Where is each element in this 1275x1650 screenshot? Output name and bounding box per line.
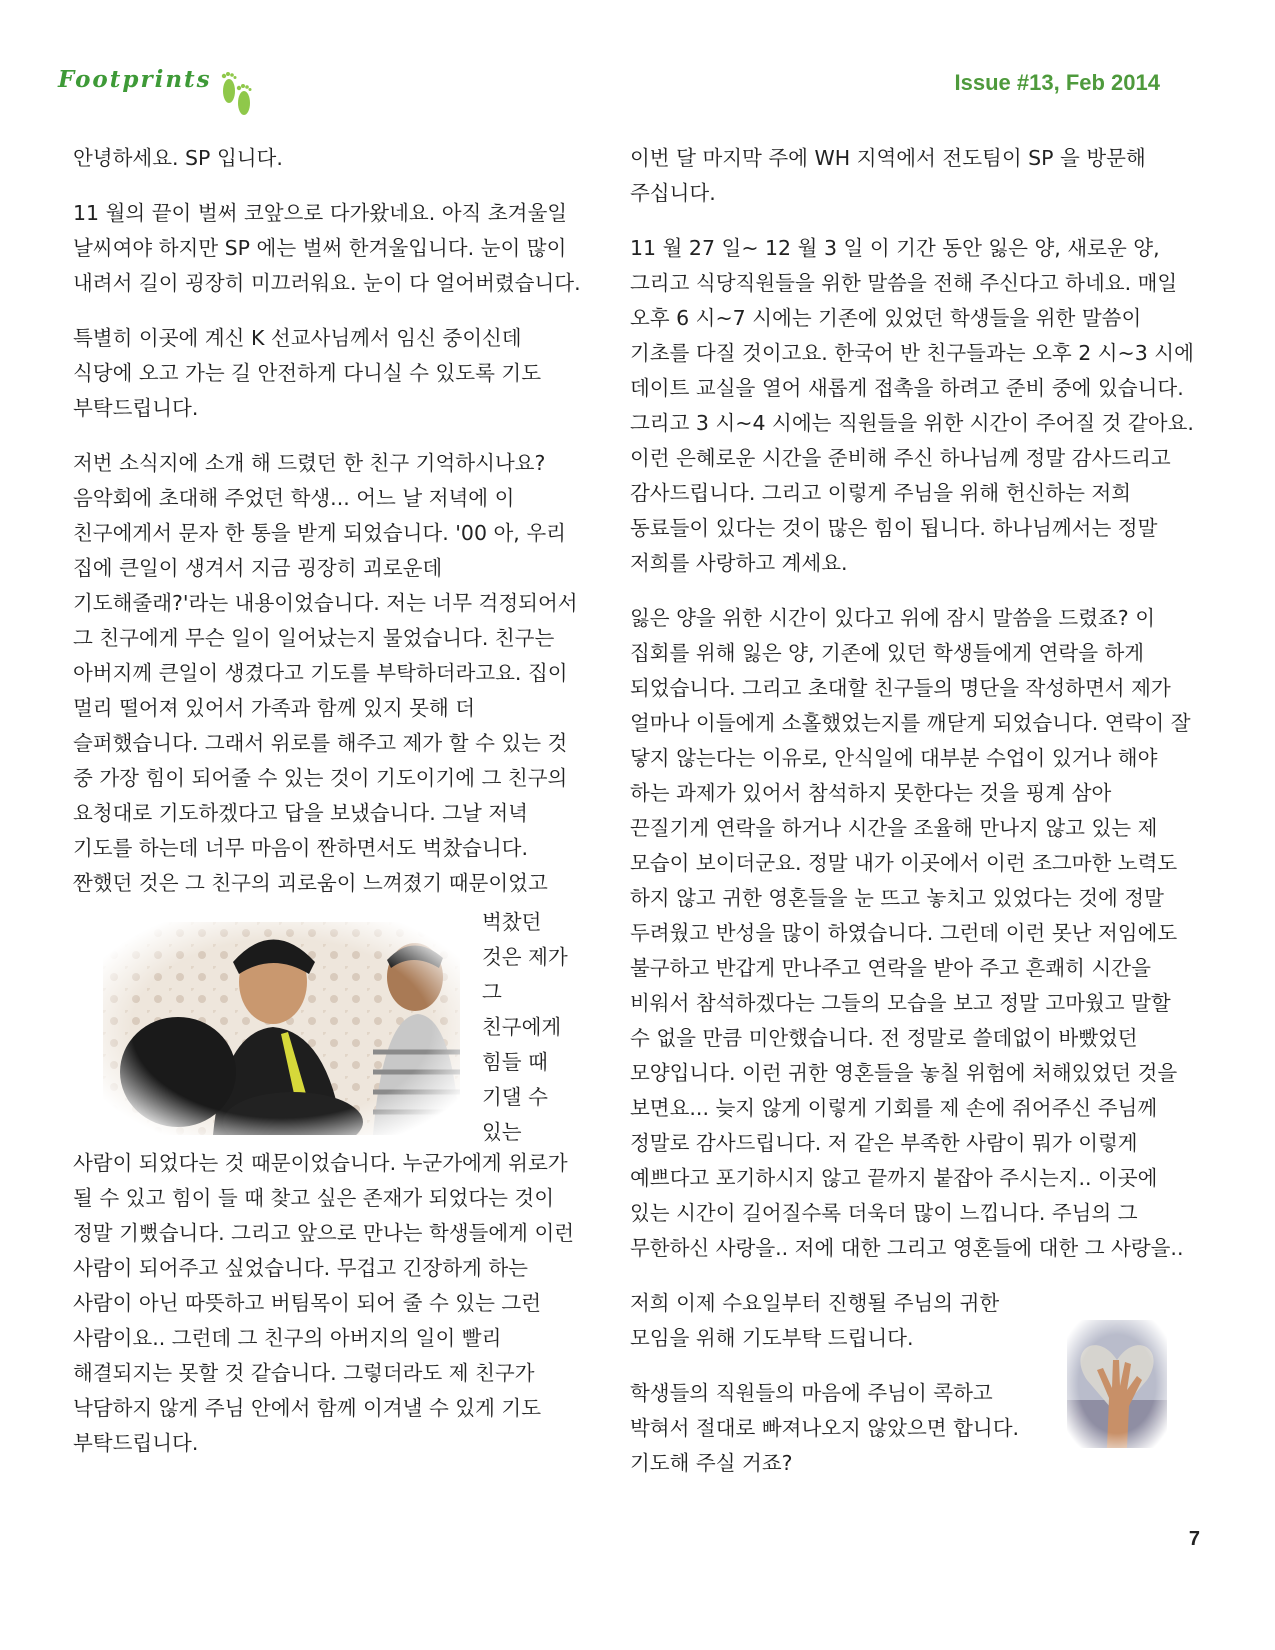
text-line: 날씨여야 하지만 SP 에는 벌써 한겨울입니다. 눈이 많이 xyxy=(73,236,567,260)
text-line: 되었습니다. 그리고 초대할 친구들의 명단을 작성하면서 제가 xyxy=(630,676,1171,700)
right-column xyxy=(630,141,1200,1501)
text-line: 불구하고 반갑게 만나주고 연락을 받아 주고 흔쾌히 시간을 xyxy=(630,956,1151,980)
text-line: 될 수 있고 힘이 들 때 찾고 싶은 존재가 되었다는 것이 xyxy=(73,1186,555,1210)
text-line: 무한하신 사랑을.. 저에 대한 그리고 영혼들에 대한 그 사랑을.. xyxy=(630,1236,1184,1260)
text-line: 감사드립니다. 그리고 이렇게 주님을 위해 헌신하는 저희 xyxy=(630,481,1132,505)
text-line: 힘들 때 xyxy=(482,1050,548,1074)
left-paragraph-3 xyxy=(73,321,583,426)
left-paragraph-4 xyxy=(73,446,583,901)
text-line: 보면요... 늦지 않게 이렇게 기회를 제 손에 쥐어주신 주님께 xyxy=(630,1096,1158,1120)
text-line: 모습이 보이더군요. 정말 내가 이곳에서 이런 조그마한 노력도 xyxy=(630,851,1178,875)
text-line: 모양입니다. 이런 귀한 영혼들을 놓칠 위험에 처해있었던 것을 xyxy=(630,1061,1178,1085)
right-paragraph-2 xyxy=(630,231,1200,581)
footprints-logo: Footprints xyxy=(58,66,212,93)
text-line: 음악회에 초대해 주었던 학생... 어느 날 저녁에 이 xyxy=(73,486,515,510)
text-line: 기도해줄래?'라는 내용이었습니다. 저는 너무 걱정되어서 xyxy=(73,591,578,615)
text-line: 정말로 감사드립니다. 저 같은 부족한 사람이 뭐가 이렇게 xyxy=(630,1131,1138,1155)
text-line: 비워서 참석하겠다는 그들의 모습을 보고 정말 고마웠고 말할 xyxy=(630,991,1171,1015)
footprints-icon xyxy=(218,58,254,120)
students-photo xyxy=(103,922,460,1135)
text-line: 하지 않고 귀한 영혼들을 눈 뜨고 놓치고 있었다는 것에 정말 xyxy=(630,886,1164,910)
text-line: 중 가장 힘이 되어줄 수 있는 것이 기도이기에 그 친구의 xyxy=(73,766,568,790)
text-line: 사람이 되었다는 것 때문이었습니다. 누군가에게 위로가 xyxy=(73,1151,568,1175)
text-line: 데이트 교실을 열어 새롭게 접촉을 하려고 준비 중에 있습니다. xyxy=(630,376,1184,400)
text-line: 사람이 되어주고 싶었습니다. 무겁고 긴장하게 하는 xyxy=(73,1256,528,1280)
text-line: 해결되지는 못할 것 같습니다. 그렇더라도 제 친구가 xyxy=(73,1361,535,1385)
text-line: 슬퍼했습니다. 그래서 위로를 해주고 제가 할 수 있는 것 xyxy=(73,731,568,755)
text-line: 이런 은혜로운 시간을 준비해 주신 하나님께 정말 감사드리고 xyxy=(630,446,1171,470)
text-line: 짠했던 것은 그 친구의 괴로움이 느껴졌기 때문이었고 xyxy=(73,871,548,895)
right-paragraph-3 xyxy=(630,601,1200,1266)
photo-wrap-text xyxy=(482,905,568,1150)
text-line: 닿지 않는다는 이유로, 안식일에 대부분 수업이 있거나 해야 xyxy=(630,746,1158,770)
text-line: 부탁드립니다. xyxy=(73,396,199,420)
text-line: 동료들이 있다는 것이 많은 힘이 됩니다. 하나님께서는 정말 xyxy=(630,516,1158,540)
issue-label: Issue #13, Feb 2014 xyxy=(954,70,1160,95)
right-paragraph-1 xyxy=(630,141,1200,211)
text-line: 11 월 27 일~ 12 월 3 일 이 기간 동안 잃은 양, 새로운 양, xyxy=(630,236,1160,260)
text-line: 벅찼던 xyxy=(482,910,542,934)
text-line: 그리고 3 시~4 시에는 직원들을 위한 시간이 주어질 것 같아요. xyxy=(630,411,1194,435)
text-line: 박혀서 절대로 빠져나오지 않았으면 합니다. xyxy=(630,1416,1020,1440)
text-line: 저희를 사랑하고 계세요. xyxy=(630,551,848,575)
text-line: 특별히 이곳에 계신 K 선교사님께서 임신 중이신데 xyxy=(73,326,522,350)
text-line: 학생들의 직원들의 마음에 주님이 콕하고 xyxy=(630,1381,993,1405)
text-line: 낙담하지 않게 주님 안에서 함께 이겨낼 수 있게 기도 xyxy=(73,1396,541,1420)
text-line: 집회를 위해 잃은 양, 기존에 있던 학생들에게 연락을 하게 xyxy=(630,641,1145,665)
text-line: 사람이 아닌 따뜻하고 버팀목이 되어 줄 수 있는 그런 xyxy=(73,1291,541,1315)
text-line: 그리고 식당직원들을 위한 말씀을 전해 주신다고 하네요. 매일 xyxy=(630,271,1178,295)
left-paragraph-1 xyxy=(73,141,583,176)
text-line: 부탁드립니다. xyxy=(73,1431,199,1455)
text-line: 기초를 다질 것이고요. 한국어 반 친구들과는 오후 2 시~3 시에 xyxy=(630,341,1194,365)
page-header xyxy=(0,0,1275,110)
text-line: 11 월의 끝이 벌써 코앞으로 다가왔네요. 아직 초겨울일 xyxy=(73,201,568,225)
text-line: 내려서 길이 굉장히 미끄러워요. 눈이 다 얼어버렸습니다. xyxy=(73,271,581,295)
text-line: 주십니다. xyxy=(630,181,716,205)
text-line: 저번 소식지에 소개 해 드렸던 한 친구 기억하시나요? xyxy=(73,451,546,475)
text-line: 이번 달 마지막 주에 WH 지역에서 전도팀이 SP 을 방문해 xyxy=(630,146,1146,170)
text-line: 기도해 주실 거죠? xyxy=(630,1451,793,1475)
text-line: 그 xyxy=(482,980,502,1004)
text-line: 모임을 위해 기도부탁 드립니다. xyxy=(630,1326,914,1350)
text-line: 안녕하세요. SP 입니다. xyxy=(73,146,283,170)
page-number: 7 xyxy=(1188,1528,1200,1550)
text-line: 식당에 오고 가는 길 안전하게 다니실 수 있도록 기도 xyxy=(73,361,541,385)
text-line: 얼마나 이들에게 소홀했었는지를 깨닫게 되었습니다. 연락이 잘 xyxy=(630,711,1191,735)
text-line: 기댈 수 xyxy=(482,1085,548,1109)
text-line: 아버지께 큰일이 생겼다고 기도를 부탁하더라고요. 집이 xyxy=(73,661,568,685)
text-line: 끈질기게 연락을 하거나 시간을 조율해 만나지 않고 있는 제 xyxy=(630,816,1158,840)
text-line: 친구에게 xyxy=(482,1015,562,1039)
text-line: 하는 과제가 있어서 참석하지 못한다는 것을 핑계 삼아 xyxy=(630,781,1112,805)
hands-heart-photo xyxy=(1067,1320,1167,1448)
left-paragraph-2 xyxy=(73,196,583,301)
text-line: 멀리 떨어져 있어서 가족과 함께 있지 못해 더 xyxy=(73,696,476,720)
text-line: 요청대로 기도하겠다고 답을 보냈습니다. 그날 저녁 xyxy=(73,801,528,825)
text-line: 저희 이제 수요일부터 진행될 주님의 귀한 xyxy=(630,1291,1000,1315)
text-line: 정말 기뻤습니다. 그리고 앞으로 만나는 학생들에게 이런 xyxy=(73,1221,575,1245)
text-line: 집에 큰일이 생겨서 지금 굉장히 괴로운데 xyxy=(73,556,443,580)
text-line: 있는 시간이 길어질수록 더욱더 많이 느낍니다. 주님의 그 xyxy=(630,1201,1138,1225)
text-line: 기도를 하는데 너무 마음이 짠하면서도 벅찼습니다. xyxy=(73,836,528,860)
text-line: 예쁘다고 포기하시지 않고 끝까지 붙잡아 주시는지.. 이곳에 xyxy=(630,1166,1158,1190)
left-paragraph-5 xyxy=(73,1146,583,1461)
text-line: 있는 xyxy=(482,1120,522,1144)
text-line: 것은 제가 xyxy=(482,945,568,969)
text-line: 친구에게서 문자 한 통을 받게 되었습니다. '00 아, 우리 xyxy=(73,521,566,545)
left-column xyxy=(73,141,583,1481)
text-line: 잃은 양을 위한 시간이 있다고 위에 잠시 말씀을 드렸죠? 이 xyxy=(630,606,1155,630)
text-line: 수 없을 만큼 미안했습니다. 전 정말로 쓸데없이 바빴었던 xyxy=(630,1026,1138,1050)
text-line: 두려웠고 반성을 많이 하였습니다. 그런데 이런 못난 저임에도 xyxy=(630,921,1178,945)
text-line: 오후 6 시~7 시에는 기존에 있었던 학생들을 위한 말씀이 xyxy=(630,306,1142,330)
text-line: 그 친구에게 무슨 일이 일어났는지 물었습니다. 친구는 xyxy=(73,626,555,650)
text-line: 사람이요.. 그런데 그 친구의 아버지의 일이 빨리 xyxy=(73,1326,502,1350)
